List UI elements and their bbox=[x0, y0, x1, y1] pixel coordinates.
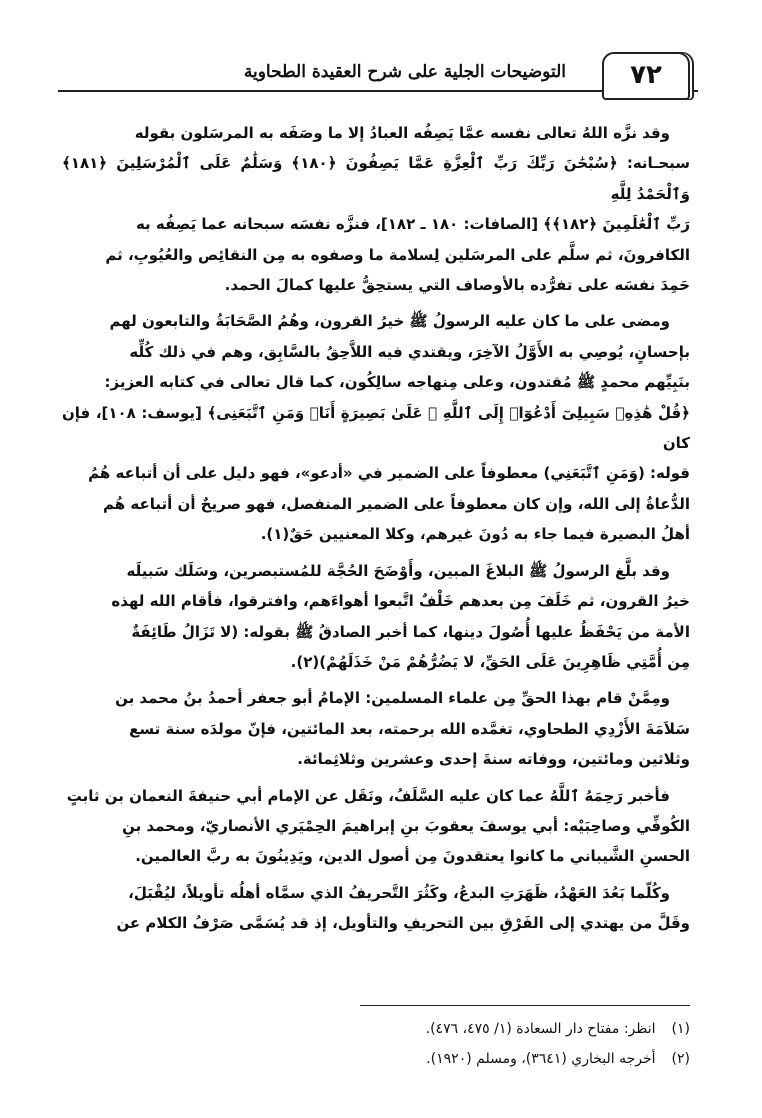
text-line: سَلاَمَةَ الأَزْدِي الطحاوي، تغمَّده الله برحمته، بعد المائتين، فإنّ مولدَه سنة تسع bbox=[129, 719, 690, 738]
text-line: فأخبر رَحِمَهُ ٱللَّهُ عما كان عليه السَّلَفُ، ونَقَل عن الإمام أبي حنيفةَ النعمان بن ثابتٍ bbox=[66, 786, 670, 805]
text-line: رَبِّ ٱلْعَٰلَمِينَ ﴿١٨٢﴾﴾ [الصافات: ١٨٠ ـ ١٨٢]، فنزَّه نفسَه سبحانه عما يَصِفُه به bbox=[135, 215, 690, 234]
paragraph bbox=[62, 878, 690, 939]
text-line: الحسنِ الشَّيباني ما كانوا يعتقدونَ مِن أصول الدين، ويَدِينُونَ به ربَّ العالمين. bbox=[135, 847, 690, 866]
paragraph bbox=[62, 306, 690, 549]
paragraph bbox=[62, 556, 690, 678]
text-line: الكُوفِّي وصاحِبَيْه: أبي يوسفَ يعقوبَ بنِ إبراهيمَ الحِمْيَري الأنصاريّ، ومحمد بنِ bbox=[122, 816, 690, 835]
text-line: وقَلَّ من يهتدي إلى الفَرْقِ بين التحريفِ والتأويل، إذ قد يُسَمَّى صَرْفُ الكلام عن bbox=[116, 914, 690, 933]
footnote-text: انظر: مفتاح دار السعادة (١/ ٤٧٥، ٤٧٦). bbox=[425, 1021, 656, 1037]
text-line: قوله: (وَمَنِ ٱتَّبَعَنِي) معطوفاً على الضمير في «أدعو»، فهو دليل على أن أتباعه هُمُ bbox=[88, 464, 690, 483]
body-text bbox=[62, 118, 690, 945]
footnote-separator bbox=[360, 1005, 690, 1006]
paragraph bbox=[62, 781, 690, 872]
text-line: ومِمَّنْ قام بهذا الحقِّ مِن علماء المسلمين: الإمامُ أبو جعفر أحمدُ بنُ محمد بن bbox=[115, 689, 670, 708]
text-line: الأمة من يَحْفَظُ عليها أُصُولَ دينها، كما أخبر الصادقُ ﷺ بقوله: (لا تَزَالُ طَائِفَةٌ bbox=[131, 622, 690, 641]
text-line: خيرُ القرون، ثم خَلَفَ مِن بعدهم خَلْفٌ اتَّبعوا أهواءَهم، وافترقوا، فأقام الله لهذه bbox=[111, 592, 690, 611]
text-line: بنَبِيِّهم محمدٍ ﷺ مُقتدون، وعلى مِنهاجه سالِكُون، كما قال تعالى في كتابه العزيز: bbox=[104, 373, 690, 392]
text-line: حَمِدَ نفسَه على تفرُّده بالأوصاف التي يستحِقُّ عليها كمالَ الحمد. bbox=[224, 276, 690, 295]
paragraph bbox=[62, 683, 690, 774]
text-line: وقد بلَّغ الرسولُ ﷺ البلاغَ المبين، وأَوْضَحَ الحُجَّة للمُستبصرين، وسَلَك سَبيلَه bbox=[126, 561, 670, 580]
paragraph bbox=[62, 118, 690, 300]
text-line: ﴿قُلْ هَٰذِهِۦ سَبِيلِىٓ أَدْعُوٓا۟ إِلَى ٱللَّهِ ۚ عَلَىٰ بَصِيرَةٍ أَنَا۠ وَمَنِ ٱتَّبَعَنِى﴾ [يوسف: ١٠٨]، فإن كان bbox=[62, 403, 690, 453]
text-line: ومضى على ما كان عليه الرسولُ ﷺ خيرُ القرون، وهُمُ الصَّحَابَةُ والتابعون لهم bbox=[109, 312, 670, 331]
page-number: ٧٢ bbox=[630, 60, 662, 90]
text-line: الكافرونَ، ثم سلَّم على المرسَلين لِسلامة ما وصفوه به مِن النقائِص والعُيُوبِ، ثم bbox=[105, 245, 690, 264]
footnote-number: (١) bbox=[671, 1021, 690, 1037]
footnote-number: (٢) bbox=[671, 1051, 690, 1067]
footnote bbox=[62, 1014, 690, 1044]
text-line: أهلُ البصيرة فيما جاء به دُونَ غيرهم، وكلا المعنيين حَقٌ(١). bbox=[260, 525, 690, 544]
text-line: الدُّعاةُ إلى الله، وإن كان معطوفاً على الضمير المنفصل، فهو صريحٌ أن أتباعه هُم bbox=[103, 494, 690, 513]
running-title: التوضيحات الجلية على شرح العقيدة الطحاوية bbox=[243, 62, 566, 82]
page-header bbox=[58, 52, 698, 98]
footnote bbox=[62, 1044, 690, 1074]
text-line: وقد نزَّه اللهُ تعالى نفسه عمَّا يَصِفُه العبادُ إلا ما وصَفَه به المرسَلون بقوله bbox=[134, 124, 670, 142]
text-line: وثلاثين ومائتين، ووفاته سنةَ إحدى وعشرين وثلاثِمائة. bbox=[297, 750, 690, 769]
text-line: بإحسانٍ، يُوصِي به الأَوَّلُ الآخِرَ، ويقتدي فيه اللاَّحِقُ بالسَّابِق، وهم في ذلك كُلِّه bbox=[129, 342, 690, 361]
footnote-text: أخرجه البخاري (٣٦٤١)، ومسلم (١٩٢٠). bbox=[426, 1051, 656, 1067]
text-line: سبحـانه: ﴿سُبْحَٰنَ رَبِّكَ رَبِّ ٱلْعِزَّةِ عَمَّا يَصِفُونَ ﴿١٨٠﴾ وَسَلَٰمٌ عَلَى ٱلْمُرْسَلِينَ ﴿١٨١﴾ وَٱلْحَمْدُ لِلَّهِ bbox=[62, 154, 691, 203]
text-line: وكُلّما بَعُدَ العَهْدُ، ظَهَرَتِ البدعُ، وكَثُرَ التَّحريفُ الذي سمَّاه أهلُه تأويلاً، ليُقْبَلَ، bbox=[128, 883, 670, 902]
footnotes bbox=[62, 1014, 690, 1074]
text-line: مِن أُمَّتِي ظَاهِرِينَ عَلَى الحَقِّ، لا يَضُرُّهُمْ مَنْ خَذَلَهُمْ)(٢). bbox=[290, 652, 690, 671]
page-number-badge bbox=[602, 52, 690, 100]
